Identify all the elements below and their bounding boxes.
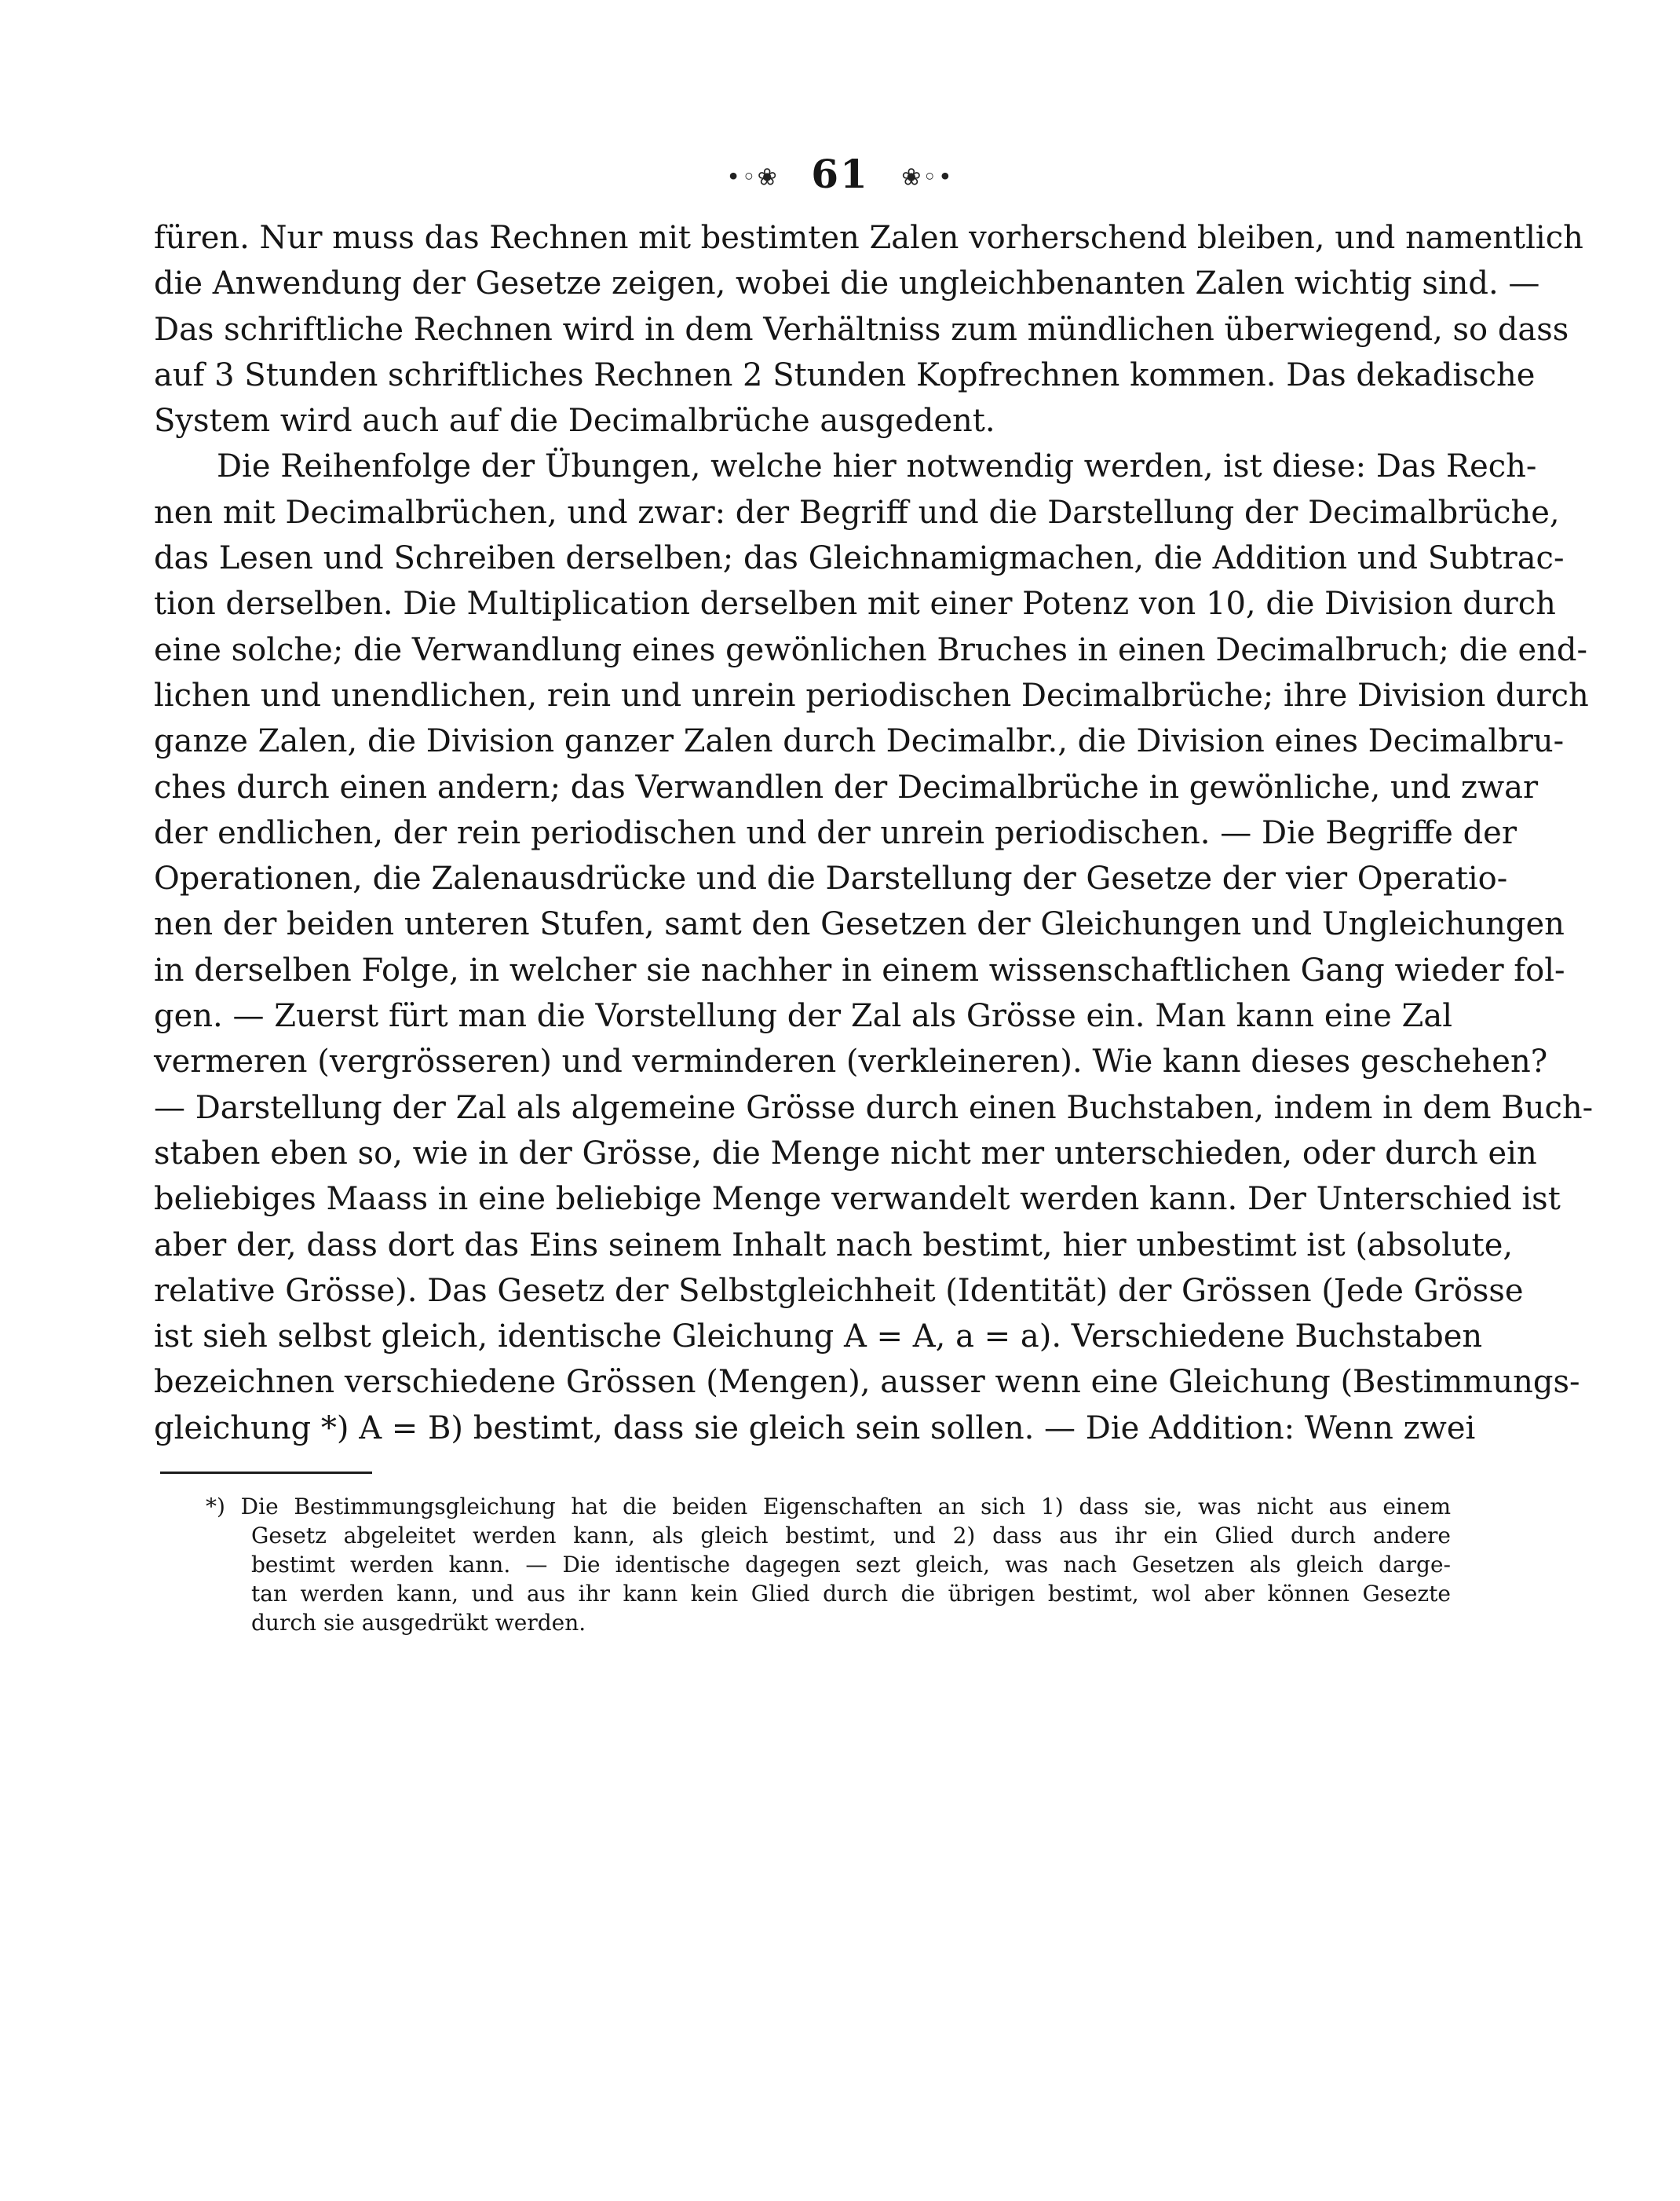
text-line: aber der, dass dort das Eins seinem Inhalt nach bestimt, hier unbestimt ist (absolute, (154, 1227, 1514, 1263)
text-line: der endlichen, der rein periodischen und der unrein periodischen. — Die Begriffe der (154, 814, 1517, 851)
footnote-line: tan werden kann, und aus ihr kann kein Glied durch die übrigen bestimt, wol aber können Gesezte (251, 1581, 1451, 1607)
text-line: das Lesen und Schreiben derselben; das Gleichnamigmachen, die Addition und Subtrac- (154, 540, 1565, 577)
text-line: ches durch einen andern; das Verwandlen der Decimalbrüche in gewönliche, und zwar (154, 769, 1539, 806)
page-number: 61 (811, 151, 869, 197)
text-line: ist sieh selbst gleich, identische Gleichung A = A, a = a). Verschiedene Buchstaben (154, 1318, 1483, 1355)
text-line: nen mit Decimalbrüchen, und zwar: der Begriff und die Darstellung der Decimalbrüche, (154, 494, 1560, 531)
footnote-line: durch sie ausgedrükt werden. (251, 1610, 586, 1636)
text-line: bezeichnen verschiedene Grössen (Mengen), ausser wenn eine Gleichung (Bestimmungs- (154, 1364, 1580, 1401)
text-line: nen der beiden unteren Stufen, samt den Gesetzen der Gleichungen und Ungleichungen (154, 906, 1565, 943)
text-line: in derselben Folge, in welcher sie nachher in einem wissenschaftlichen Gang wieder fol- (154, 952, 1565, 989)
text-line: vermeren (vergrösseren) und verminderen (verkleineren). Wie kann dieses geschehen? (154, 1044, 1548, 1080)
footnote-line: *) Die Bestimmungsgleichung hat die beiden Eigenschaften an sich 1) dass sie, was nicht aus einem (206, 1494, 1451, 1519)
text-line: eine solche; die Verwandlung eines gewönlichen Bruches in einen Decimalbruch; die end- (154, 631, 1588, 668)
text-line: füren. Nur muss das Rechnen mit bestimten Zalen vorherschend bleiben, und namentlich (154, 220, 1583, 256)
text-line: staben eben so, wie in der Grösse, die Menge nicht mer unterschieden, oder durch ein (154, 1135, 1537, 1172)
text-line: gleichung *) A = B) bestimt, dass sie gleich sein sollen. — Die Addition: Wenn zwei (154, 1409, 1476, 1446)
footnote-line: Gesetz abgeleitet werden kann, als gleich bestimt, und 2) dass aus ihr ein Glied durch andere (251, 1523, 1451, 1548)
text-line: lichen und unendlichen, rein und unrein periodischen Decimalbrüche; ihre Division durch (154, 677, 1589, 714)
text-line: Operationen, die Zalenausdrücke und die Darstellung der Gesetze der vier Operatio- (154, 861, 1508, 898)
text-line: ganze Zalen, die Division ganzer Zalen durch Decimalbr., die Division eines Decimalbru- (154, 723, 1565, 760)
text-line: System wird auch auf die Decimalbrüche ausgedent. (154, 403, 995, 440)
text-line: gen. — Zuerst fürt man die Vorstellung der Zal als Grösse ein. Man kann eine Zal (154, 998, 1452, 1035)
footnote (206, 1492, 1451, 1637)
text-line: die Anwendung der Gesetze zeigen, wobei die ungleichbenanten Zalen wichtig sind. — (154, 265, 1540, 302)
text-line: auf 3 Stunden schriftliches Rechnen 2 Stunden Kopfrechnen kommen. Das dekadische (154, 356, 1536, 393)
paragraph-start-line: Die Reihenfolge der Übungen, welche hier notwendig werden, ist diese: Das Rech- (217, 448, 1537, 485)
text-line: tion derselben. Die Multiplication derselben mit einer Potenz von 10, die Division durch (154, 586, 1556, 623)
ornament-right-icon: ❀◦• (901, 163, 954, 192)
text-line: relative Grösse). Das Gesetz der Selbstgleichheit (Identität) der Grössen (Jede Grösse (154, 1272, 1524, 1309)
page-header (0, 151, 1680, 197)
text-line: beliebiges Maass in eine beliebige Menge verwandelt werden kann. Der Unterschied ist (154, 1181, 1561, 1218)
text-line: — Darstellung der Zal als algemeine Grösse durch einen Buchstaben, indem in dem Buch- (154, 1089, 1594, 1126)
footnote-rule (160, 1472, 372, 1474)
ornament-left-icon: •◦❀ (726, 163, 779, 192)
text-line: Das schriftliche Rechnen wird in dem Verhältniss zum mündlichen überwiegend, so dass (154, 311, 1569, 348)
footnote-line: bestimt werden kann. — Die identische dagegen sezt gleich, was nach Gesetzen als gleich darge- (251, 1552, 1451, 1578)
main-text (154, 215, 1594, 1451)
